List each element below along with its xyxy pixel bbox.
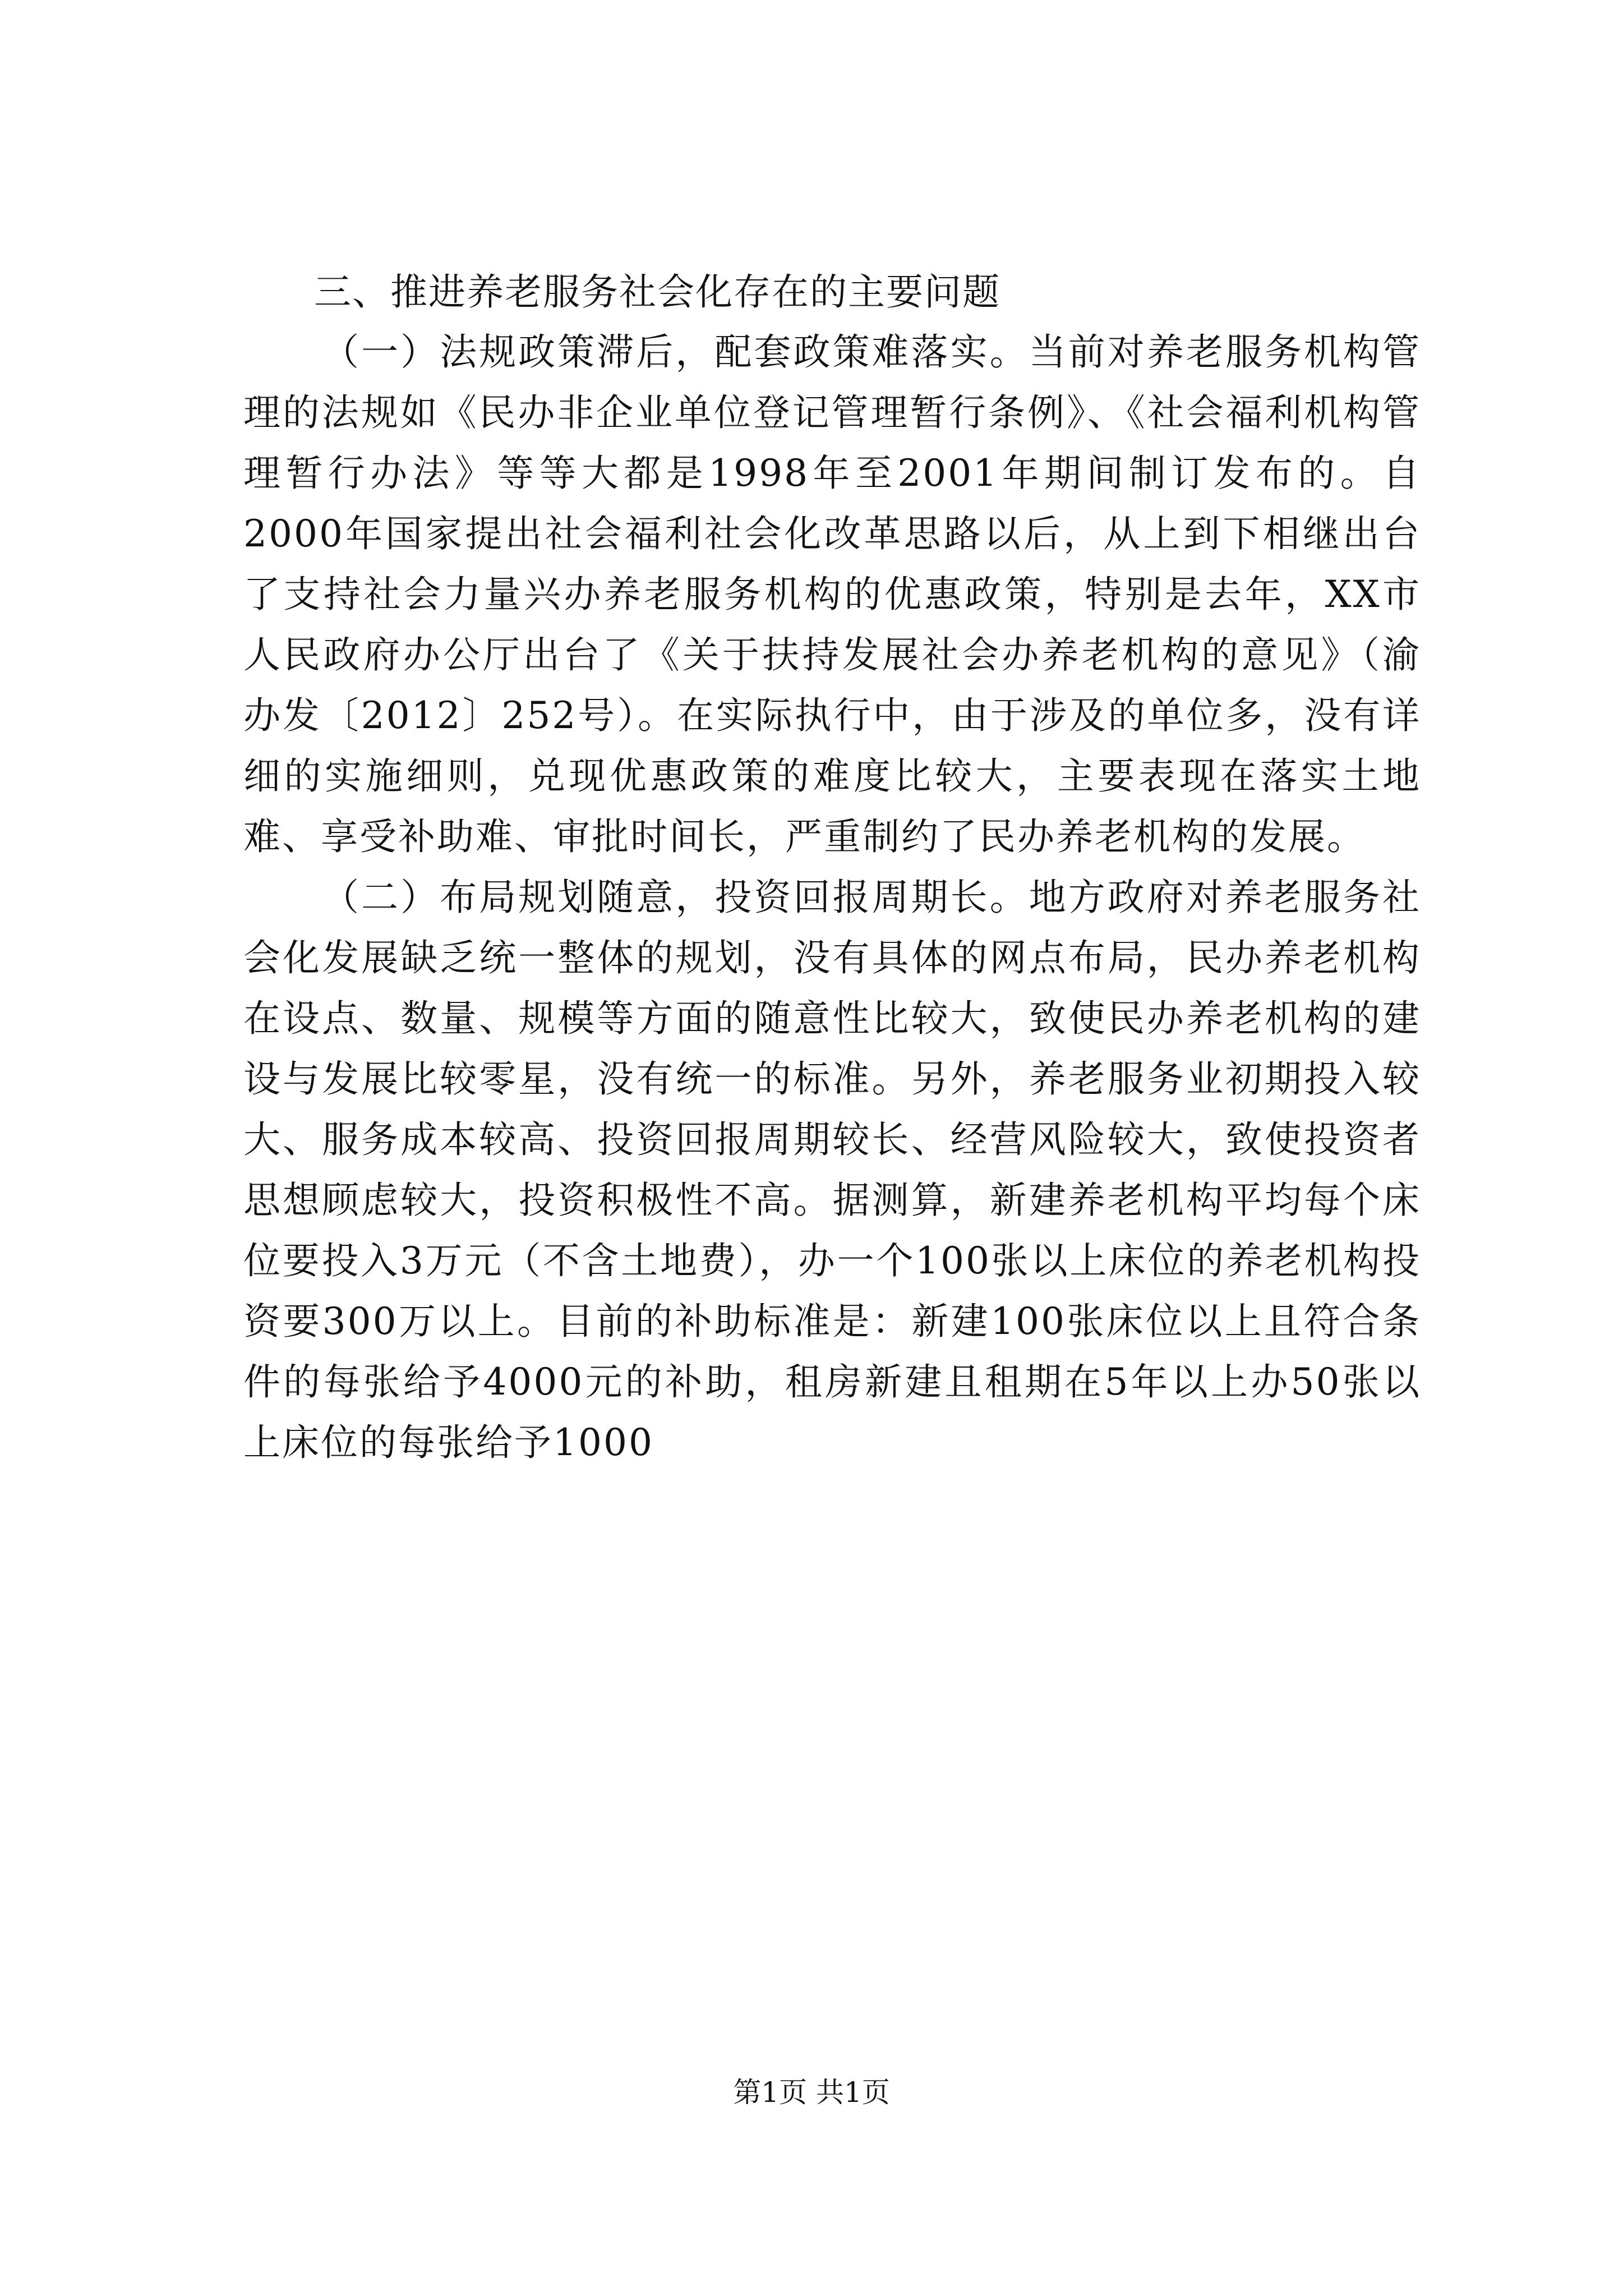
paragraph-planning: （二）布局规划随意，投资回报周期长。地方政府对养老服务社会化发展缺乏统一整体的规划，没有具体的网点布局，民办养老机构在设点、数量、规模等方面的随意性比较大，致使民办养老机构的建设与发展比较零星，没有统一的标准。另外，养老服务业初期投入较大、服务成本较高、投资回报周期较长、经营风险较大，致使投资者思想顾虑较大，投资积极性不高。据测算，新建养老机构平均每个床位要投入3万元（不含土地费），办一个100张以上床位的养老机构投资要300万以上。目前的补助标准是：新建100张床位以上且符合条件的每张给予4000元的补助，租房新建且租期在5年以上办50张以上床位的每张给予1000: [243, 876, 1421, 1464]
paragraph-policy: （一）法规政策滞后，配套政策难落实。当前对养老服务机构管理的法规如《民办非企业单位登记管理暂行条例》、《社会福利机构管理暂行办法》等等大都是1998年至2001年期间制订发布的。自2000年国家提出社会福利社会化改革思路以后，从上到下相继出台了支持社会力量兴办养老服务机构的优惠政策，特别是去年，XX市人民政府办公厅出台了《关于扶持发展社会办养老机构的意见》（渝办发〔2012〕252号）。在实际执行中，由于涉及的单位多，没有详细的实施细则，兑现优惠政策的难度比较大，主要表现在落实土地难、享受补助难、审批时间长，严重制约了民办养老机构的发展。: [243, 330, 1421, 858]
section-heading: 三、推进养老服务社会化存在的主要问题: [314, 270, 1000, 314]
page-footer: 第1页 共1页: [733, 2076, 890, 2109]
document-body: [243, 268, 1421, 1473]
